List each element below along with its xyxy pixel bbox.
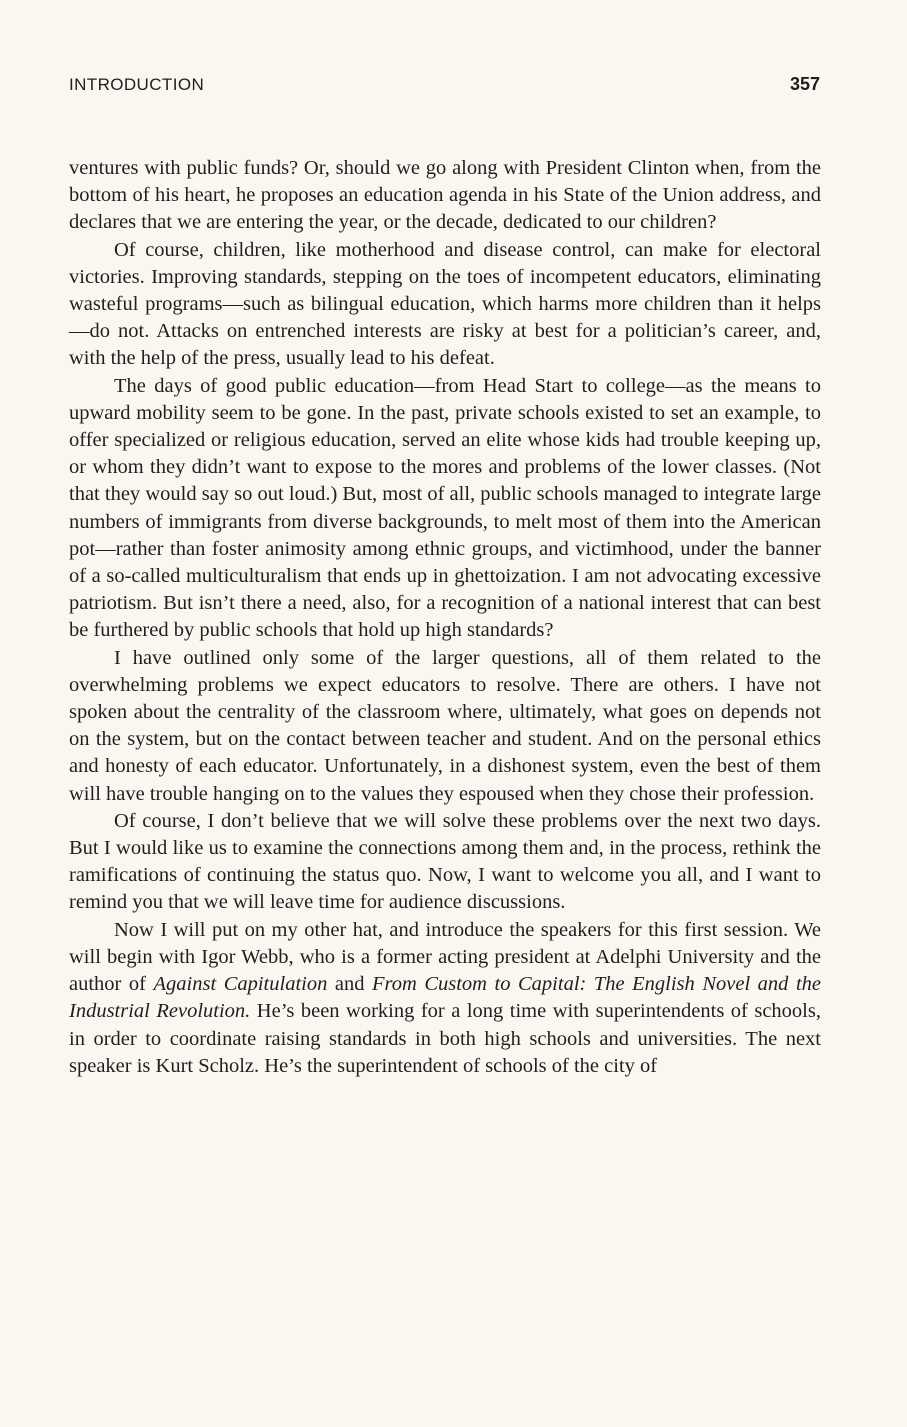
paragraph: Of course, I don’t believe that we will solve these problems over the next two days. But I would like us to examine the connections among them and, in the process, rethink the ramifications of continuing the status quo. Now, I want to welcome you all, and I want to remind you that we will leave time for audience discussions. <box>69 809 821 914</box>
body-text <box>69 155 821 1080</box>
running-head <box>69 74 820 98</box>
page-number: 357 <box>789 74 820 94</box>
paragraph: Of course, children, like motherhood and disease control, can make for electoral victories. Improving standards, stepping on the toes of incompetent educators, eliminating wasteful programs—such as bilingual education, which harms more children than it helps—do not. Attacks on entrenched interests are risky at best for a politician’s career, and, with the help of the press, usually lead to his defeat. <box>69 238 821 370</box>
paragraph-continued: ventures with public funds? Or, should we go along with President Clinton when, from the bottom of his heart, he proposes an education agenda in his State of the Union address, and declares that we are entering the year, or the decade, dedicated to our children? <box>69 157 821 234</box>
text-run: and <box>327 973 373 996</box>
paragraph: The days of good public education—from Head Start to college—as the means to upward mobility seem to be gone. In the past, private schools existed to set an example, to offer specialized or religious education, served an elite whose kids had trouble keeping up, or whom they didn’t want to expose to the mores and problems of the lower classes. (Not that they would say so out loud.) But, most of all, public schools managed to integrate large numbers of immigrants from diverse backgrounds, to melt most of them into the American pot—rather than foster animosity among ethnic groups, and victimhood, under the banner of a so-called multiculturalism that ends up in ghettoization. I am not advocating excessive patriotism. But isn’t there a need, also, for a recognition of a national interest that can best be furthered by public schools that hold up high standards? <box>69 374 821 642</box>
book-title: Against Capitulation <box>153 973 328 996</box>
text-run: Now I will put on my other hat, and introduce the speakers for this first session. We will begin with Igor Webb, who is a former acting president at Adelphi University and the author of <box>69 918 821 996</box>
paragraph: I have outlined only some of the larger questions, all of them related to the overwhelming problems we expect educators to resolve. There are others. I have not spoken about the centrality of the classroom where, ultimately, what goes on depends not on the system, but on the contact between teacher and student. And on the personal ethics and honesty of each educator. Unfortunately, in a dishonest system, even the best of them will have trouble hanging on to the values they espoused when they chose their profession. <box>69 646 821 805</box>
running-title: INTRODUCTION <box>69 75 205 94</box>
book-title: From Custom to Capital: The English Novel and the Industrial Revolution. <box>69 973 821 1023</box>
paragraph-last <box>69 917 821 1080</box>
text-run: He’s been working for a long time with superintendents of schools, in order to coordinate raising standards in both high schools and universities. The next speaker is Kurt Scholz. He’s the superintendent of schools of the city of <box>69 1000 821 1077</box>
